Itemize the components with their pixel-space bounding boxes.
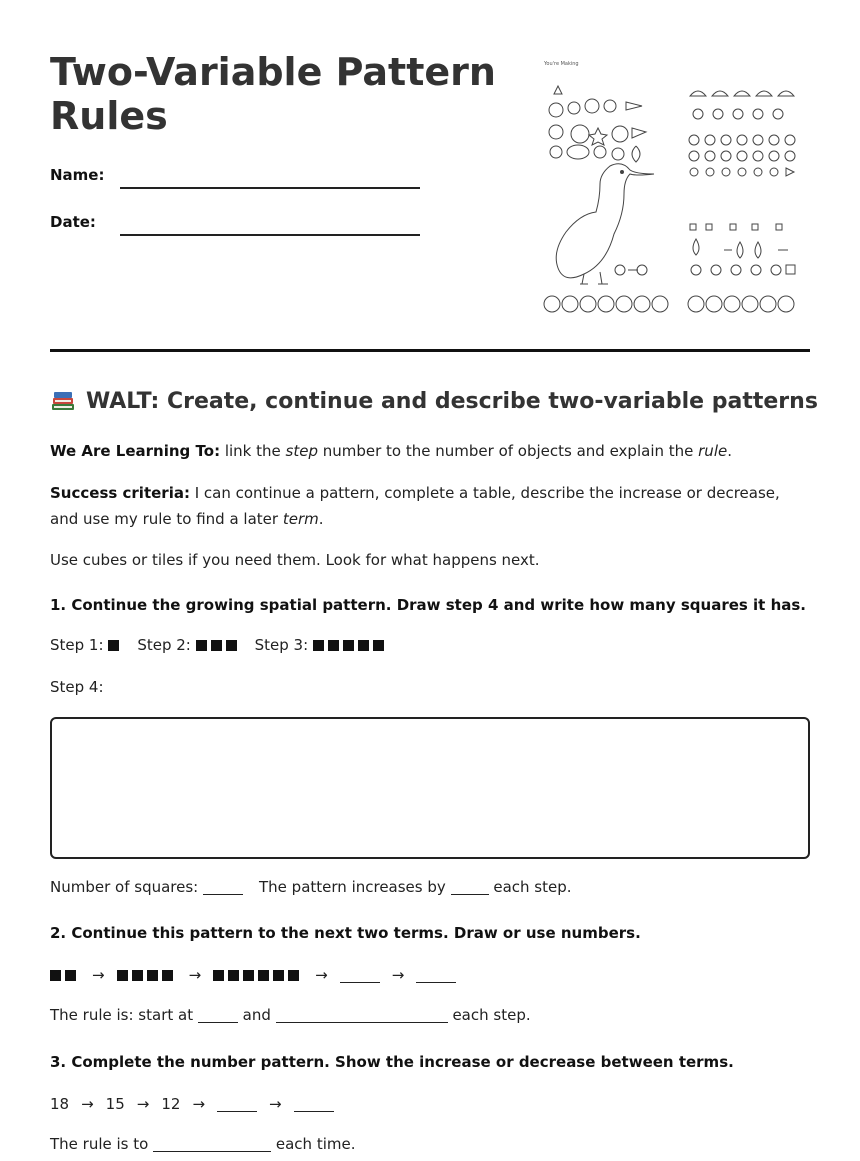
pattern-square [50,970,61,981]
step1-squares [108,636,123,654]
walt-learning-em1: step [285,442,318,460]
q3-arrow-2: → [136,1095,150,1113]
walt-heading [50,388,818,414]
q3-rule [50,1135,356,1153]
squares-answer-blank[interactable] [203,880,243,895]
q1-step1-label: Step 1: [50,636,104,654]
header-divider [50,349,810,352]
term2-squares [117,966,177,984]
q3-term-1: 18 [50,1095,70,1113]
q3-rule-post: each time. [275,1135,356,1153]
intro-instruction: Use cubes or tiles if you need them. Look for what happens next. [50,551,540,569]
q2-rule-pre: The rule is: start at [50,1006,194,1024]
q2-pattern [50,966,456,984]
q1-increase-post: each step. [493,878,572,896]
q1-prompt: 1. Continue the growing spatial pattern. Draw step 4 and write how many squares it has. [50,596,806,614]
pattern-square [313,640,324,651]
q3-pattern [50,1095,334,1113]
q3-rule-blank[interactable] [153,1137,271,1152]
term4-blank[interactable] [340,968,380,983]
q3-arrow-1: → [81,1095,94,1113]
pattern-square [328,640,339,651]
books-icon [50,388,76,414]
q1-steps [50,636,388,654]
q3-arrow-3: → [192,1095,206,1113]
walt-learning-post: . [727,442,732,460]
arrow-3: → [315,966,328,984]
pattern-square [196,640,207,651]
q2-prompt: 2. Continue this pattern to the next two terms. Draw or use numbers. [50,924,641,942]
pattern-square [132,970,143,981]
step3-squares [313,636,388,654]
pattern-square [108,640,119,651]
step4-label: Step 4: [50,678,104,696]
q1-answers [50,878,572,896]
q2-rule-mid: and [242,1006,271,1024]
q3-term5-blank[interactable] [294,1097,334,1112]
pattern-square [258,970,269,981]
walt-learning-mid: number to the number of objects and explain the [317,442,699,460]
pattern-square [226,640,237,651]
q2-rule-post: each step. [452,1006,531,1024]
term3-squares [213,966,303,984]
q1-step2-label: Step 2: [137,636,191,654]
walt-success-post: . [318,510,324,528]
q1-squares-label: Number of squares: [50,878,199,896]
name-field[interactable] [120,187,420,189]
q3-prompt: 3. Complete the number pattern. Show the increase or decrease between terms. [50,1053,734,1071]
pattern-illustration [540,56,802,320]
rule-change-blank[interactable] [276,1008,448,1023]
walt-success-pre: I can continue a pattern, complete a table, describe the increase or decrease, and use my rule to find a later [50,484,780,528]
walt-success-em: term [282,510,319,528]
pattern-square [65,970,76,981]
pattern-square [288,970,299,981]
term5-blank[interactable] [416,968,456,983]
pattern-square [243,970,254,981]
learning-objective [50,438,810,464]
q1-step3-label: Step 3: [254,636,309,654]
q3-rule-pre: The rule is to [50,1135,149,1153]
pattern-square [373,640,384,651]
pattern-square [213,970,224,981]
walt-learning-em2: rule [698,442,728,460]
date-label: Date: [50,213,96,231]
pattern-square [273,970,284,981]
pattern-square [117,970,128,981]
step2-squares [196,636,241,654]
pattern-square [162,970,173,981]
page-title: Two-Variable Pattern Rules [50,50,496,138]
learning-label: We Are Learning To: [50,442,221,460]
arrow-4: → [391,966,405,984]
q1-increase-pre: The pattern increases by [259,878,446,896]
date-field[interactable] [120,234,420,236]
arrow-1: → [92,966,105,984]
increase-answer-blank[interactable] [451,880,489,895]
start-value-blank[interactable] [198,1008,238,1023]
walt-heading-text: WALT: Create, continue and describe two-variable patterns [86,388,818,414]
step4-drawing-box[interactable] [50,717,810,859]
walt-learning-pre: link the [220,442,286,460]
pattern-square [358,640,369,651]
pattern-square [211,640,222,651]
arrow-2: → [188,966,202,984]
pattern-square [228,970,239,981]
success-label: Success criteria: [50,484,190,502]
q3-arrow-4: → [269,1095,282,1113]
term1-squares [50,966,80,984]
success-criteria [50,480,810,532]
illustration-caption: You're Making [544,61,579,67]
pattern-square [147,970,158,981]
pattern-square [343,640,354,651]
q3-term4-blank[interactable] [217,1097,257,1112]
q2-rule [50,1006,531,1024]
q3-term-3: 12 [161,1095,181,1113]
q3-term-2: 15 [105,1095,125,1113]
name-label: Name: [50,166,105,184]
